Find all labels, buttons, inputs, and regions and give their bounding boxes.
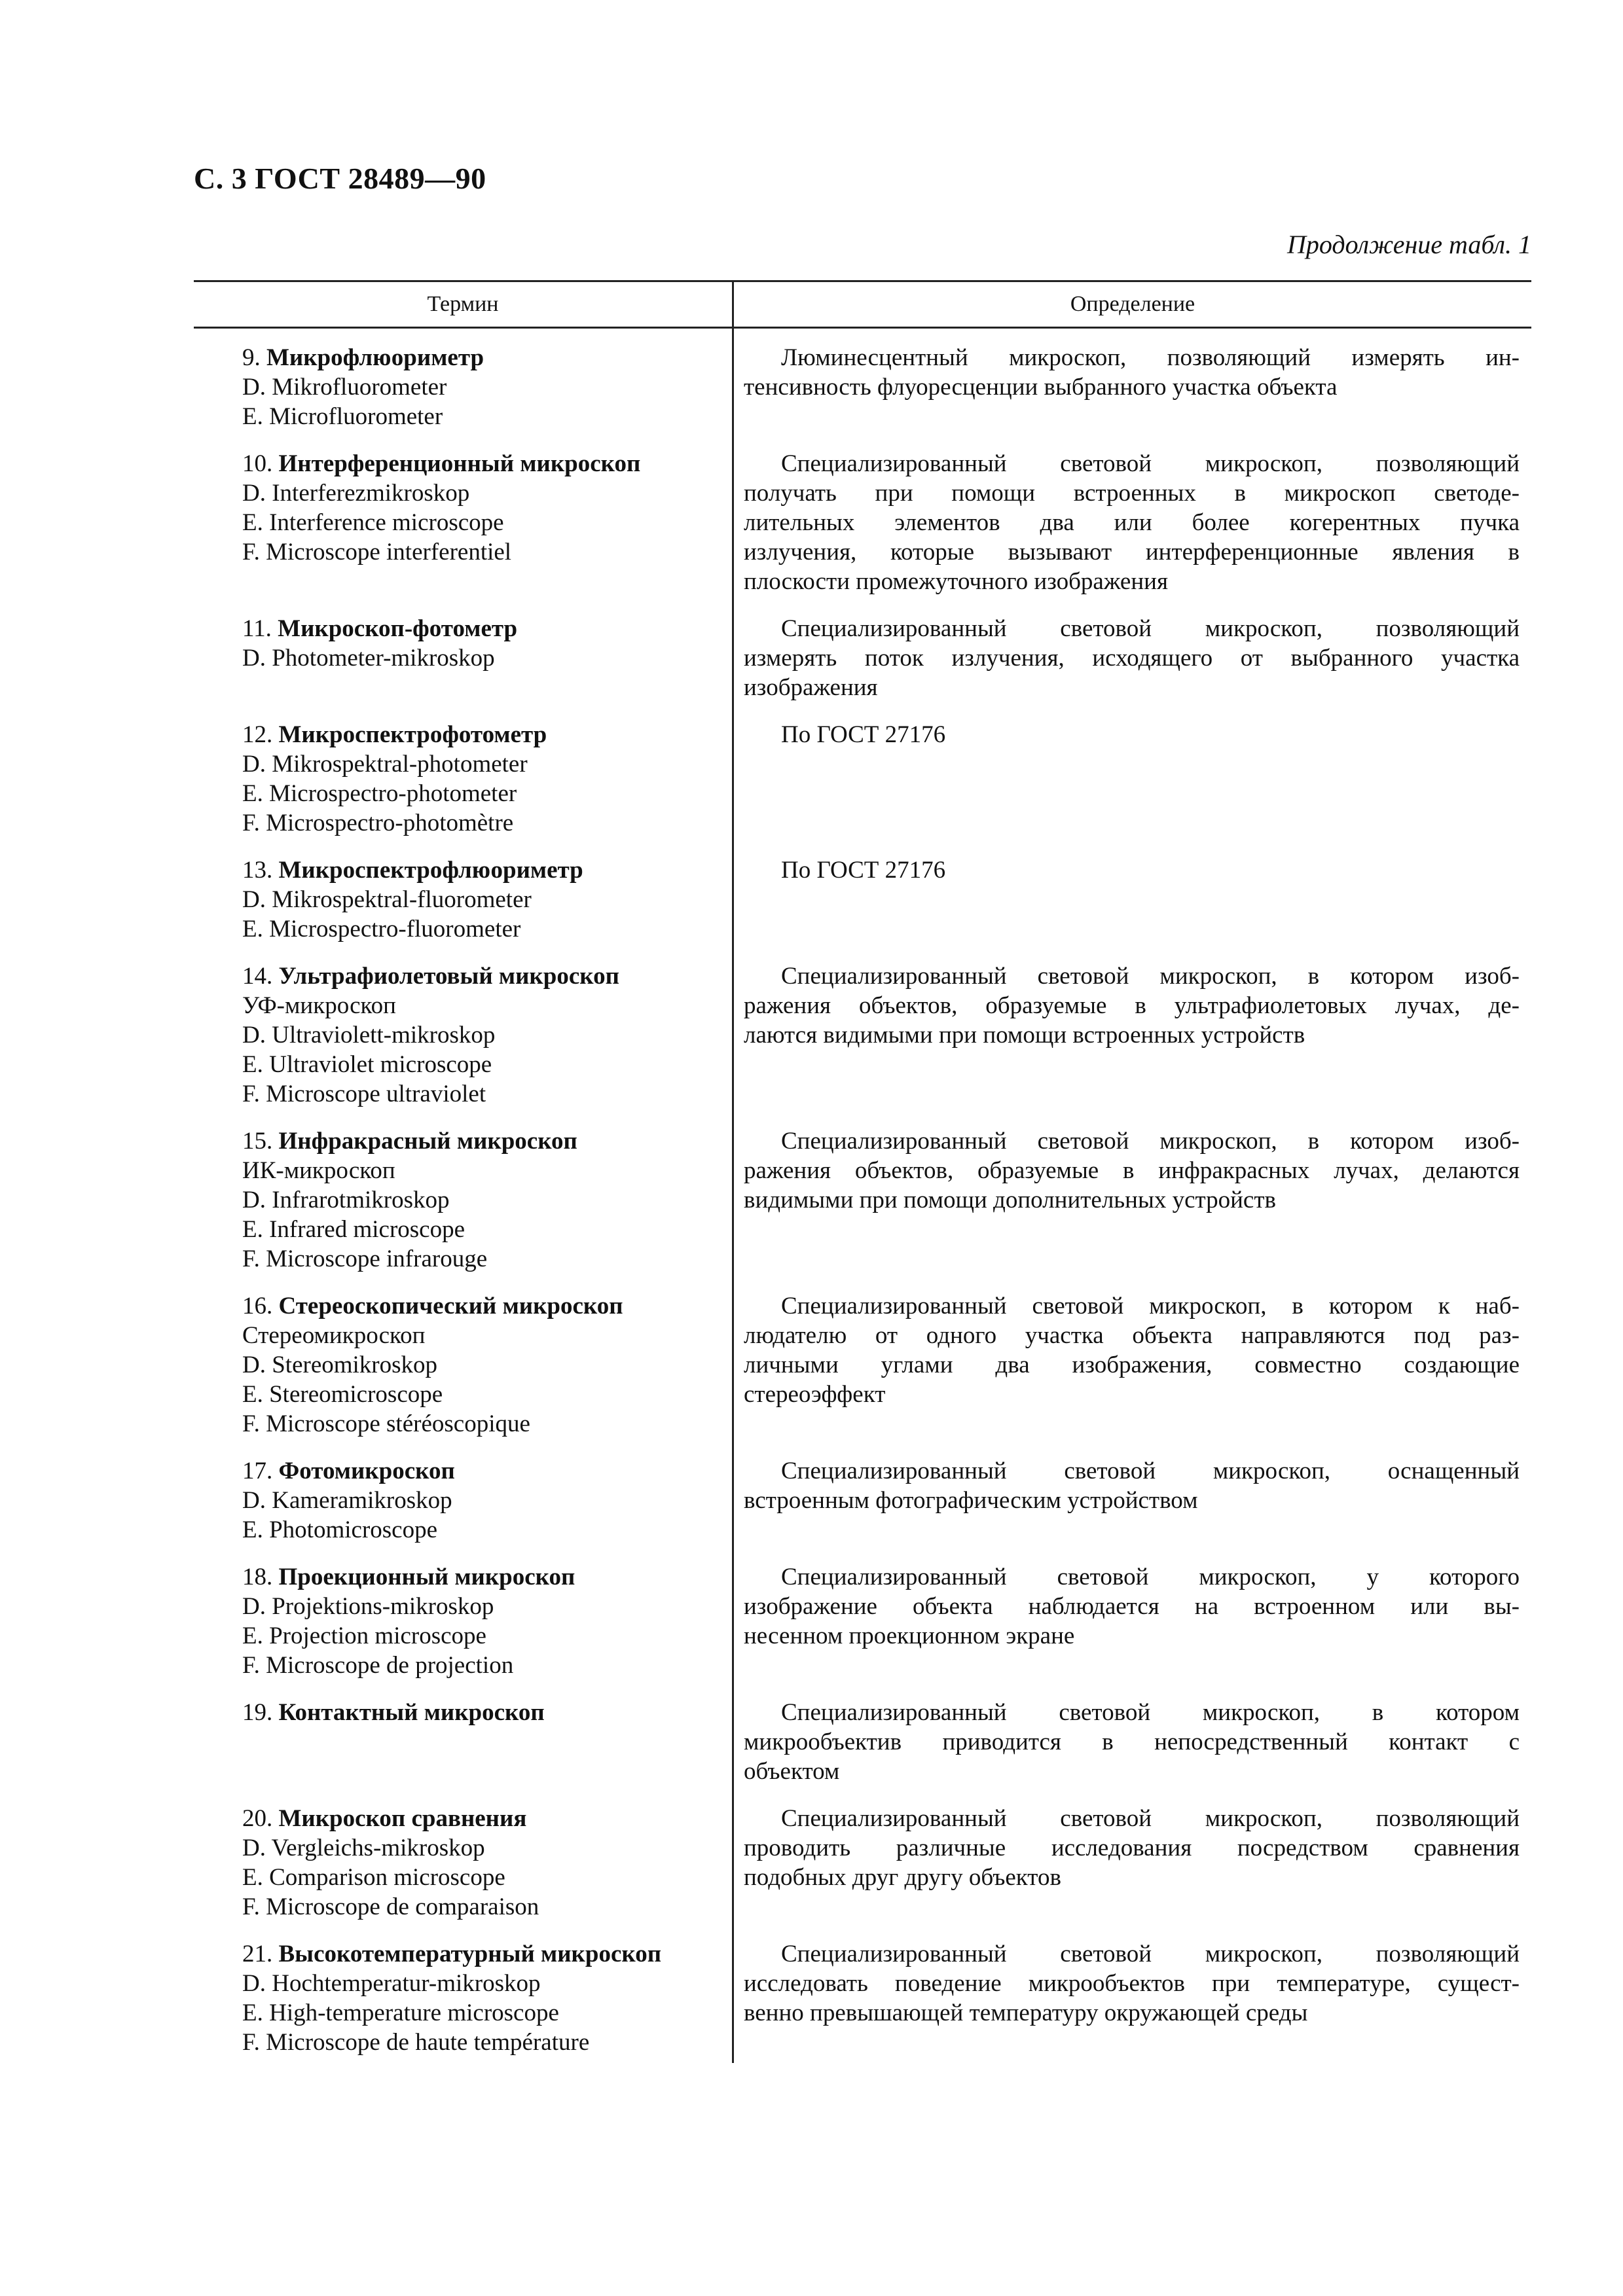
term-translation: D. Interferezmikroskop [242,480,470,507]
term-translation: D. Ultraviolett-mikroskop [242,1022,496,1049]
term-translation: F. Microscope infrarouge [242,1246,488,1272]
term-translation: F. Microscope interferentiel [242,539,512,565]
term-title [242,855,719,885]
definition-line: Люминесцентный микроскоп, позволяющий измерять ин- [781,344,1520,371]
term-cell [194,1939,732,2075]
definition-line: Специализированный световой микроскоп, в котором изоб- [781,1128,1520,1155]
definition-cell [732,720,1531,855]
term-number: 10. [242,450,273,477]
term-cell [194,720,732,855]
term-title [242,1291,719,1321]
term-translation: F. Microscope de haute température [242,2029,590,2056]
term-translation: D. Stereomikroskop [242,1352,438,1378]
table-row [194,720,1531,855]
term-translation: F. Microscope stéréoscopique [242,1410,530,1437]
definition-line: подобных друг другу объектов [744,1864,1061,1891]
term-cell [194,1804,732,1939]
term-translation: Стереомикроскоп [242,1322,426,1349]
definition-line: излучения, которые вызывают интерференционные явления в [744,539,1520,565]
term-title [242,1804,719,1833]
definition-cell [732,1291,1531,1456]
term-translation: D. Infrarotmikroskop [242,1187,450,1213]
definition-line: венно превышающей температуру окружающей среды [744,2000,1308,2026]
term-translation: F. Microscope de projection [242,1652,514,1679]
term-translation: F. Microscope de comparaison [242,1893,539,1920]
term-cell [194,614,732,720]
table-row [194,961,1531,1126]
term-title [242,449,719,478]
table-row [194,343,1531,449]
term-title [242,1698,719,1727]
term-number: 14. [242,963,273,990]
definition-line: объектом [744,1758,840,1785]
definition-cell [732,614,1531,720]
definition-line: Специализированный световой микроскоп, позволяющий [781,615,1520,642]
column-header-definition: Определение [1070,292,1195,316]
term-number: 9. [242,344,261,371]
term-title [242,720,719,749]
definition-line: стереоэффект [744,1381,886,1408]
definition-cell [732,1804,1531,1939]
definition-cell [732,1456,1531,1562]
table-row [194,614,1531,720]
term-number: 16. [242,1293,273,1319]
term-translation: E. Interference microscope [242,509,504,536]
term-name: Инфракрасный микроскоп [278,1128,577,1155]
definition-line: Специализированный световой микроскоп, в котором изоб- [781,963,1520,990]
definition-line: людателю от одного участка объекта направляются под раз- [744,1322,1520,1349]
term-number: 13. [242,857,273,884]
table-continuation-caption: Продолжение табл. 1 [1286,230,1531,259]
definition-line: несенном проекционном экране [744,1623,1075,1649]
term-name: Проекционный микроскоп [278,1564,575,1590]
term-translation: F. Microscope ultraviolet [242,1081,486,1107]
definition-line: Специализированный световой микроскоп, в котором [781,1699,1520,1726]
term-translation: E. High-temperature microscope [242,2000,559,2026]
term-translation: D. Hochtemperatur-mikroskop [242,1970,541,1997]
definition-cell [732,1126,1531,1291]
definition-line: плоскости промежуточного изображения [744,568,1168,595]
table-row [194,1562,1531,1698]
term-cell [194,449,732,614]
term-title [242,1562,719,1592]
term-number: 15. [242,1128,273,1155]
term-title [242,1456,719,1486]
term-cell [194,1126,732,1291]
definition-line: лительных элементов два или более когерентных пучка [744,509,1520,536]
term-name: Ультрафиолетовый микроскоп [278,963,619,990]
term-name: Микроскоп-фотометр [278,615,518,642]
definition-line: получать при помощи встроенных в микроскоп светоде- [744,480,1520,507]
terms-table [194,280,1531,2075]
term-translation: E. Microfluorometer [242,403,443,430]
term-translation: D. Mikrospektral-fluorometer [242,886,532,913]
term-translation: E. Microspectro-fluorometer [242,916,521,942]
definition-line: тенсивность флуоресценции выбранного участка объекта [744,374,1338,401]
term-translation: E. Microspectro-photometer [242,780,517,807]
term-translation: D. Photometer-mikroskop [242,645,495,672]
term-name: Микроспектрофотометр [278,721,547,748]
term-name: Микроскоп сравнения [278,1805,527,1832]
table-row [194,1291,1531,1456]
term-name: Микрофлюориметр [266,344,484,371]
term-cell [194,343,732,449]
term-title [242,1126,719,1156]
term-title [242,1939,719,1969]
definition-line: Специализированный световой микроскоп, оснащенный [781,1458,1520,1484]
table-row [194,855,1531,961]
term-number: 11. [242,615,272,642]
table-row [194,1939,1531,2075]
term-translation: УФ-микроскоп [242,992,396,1019]
definition-line: Специализированный световой микроскоп, в котором к наб- [781,1293,1520,1319]
definition-line: Специализированный световой микроскоп, позволяющий [781,450,1520,477]
term-cell [194,1698,732,1804]
definition-line: исследовать поведение микрообъектов при температуре, сущест- [744,1970,1520,1997]
definition-cell [732,855,1531,961]
definition-line: видимыми при помощи дополнительных устройств [744,1187,1276,1213]
definition-cell [732,1698,1531,1804]
definition-cell [732,961,1531,1126]
term-name: Микроспектрофлюориметр [278,857,583,884]
definition-line: изображения [744,674,878,701]
term-name: Стереоскопический микроскоп [278,1293,623,1319]
definition-cell [732,449,1531,614]
term-number: 12. [242,721,273,748]
term-number: 19. [242,1699,273,1726]
term-number: 21. [242,1941,273,1967]
definition-line: ражения объектов, образуемые в ультрафиолетовых лучах, де- [744,992,1520,1019]
definition-line: Специализированный световой микроскоп, у которого [781,1564,1520,1590]
term-title [242,343,719,372]
table-row [194,449,1531,614]
term-cell [194,1291,732,1456]
term-translation: D. Projektions-mikroskop [242,1593,494,1620]
definition-line: личными углами два изображения, совместно создающие [744,1352,1520,1378]
definition-line: Специализированный световой микроскоп, позволяющий [781,1805,1520,1832]
definition-cell [732,1939,1531,2075]
term-translation: D. Vergleichs-mikroskop [242,1835,485,1861]
term-translation: D. Mikrofluorometer [242,374,447,401]
term-translation: E. Stereomicroscope [242,1381,443,1408]
term-cell [194,855,732,961]
term-name: Контактный микроскоп [278,1699,545,1726]
definition-line: лаются видимыми при помощи встроенных устройств [744,1022,1305,1049]
definition-line: изображение объекта наблюдается на встроенном или вы- [744,1593,1520,1620]
definition-cell [732,343,1531,449]
term-cell [194,1562,732,1698]
term-translation: E. Comparison microscope [242,1864,505,1891]
table-body [194,329,1531,2075]
page-header: С. 3 ГОСТ 28489—90 [194,162,486,195]
term-translation: E. Infrared microscope [242,1216,465,1243]
term-translation: D. Kameramikroskop [242,1487,452,1514]
definition-line: измерять поток излучения, исходящего от выбранного участка [744,645,1520,672]
definition-line: По ГОСТ 27176 [781,721,946,748]
term-translation: E. Photomicroscope [242,1516,438,1543]
term-translation: D. Mikrospektral-photometer [242,751,528,778]
term-translation: E. Projection microscope [242,1623,486,1649]
term-title [242,961,719,991]
definition-line: встроенным фотографическим устройством [744,1487,1198,1514]
term-name: Интерференционный микроскоп [278,450,641,477]
term-number: 20. [242,1805,273,1832]
definition-line: Специализированный световой микроскоп, позволяющий [781,1941,1520,1967]
table-row [194,1698,1531,1804]
table-row [194,1126,1531,1291]
definition-line: проводить различные исследования посредством сравнения [744,1835,1520,1861]
term-cell [194,1456,732,1562]
term-translation: F. Microspectro-photomètre [242,810,514,836]
definition-line: По ГОСТ 27176 [781,857,946,884]
column-header-term: Термин [194,282,734,327]
definition-line: ражения объектов, образуемые в инфракрасных лучах, делаются [744,1157,1520,1184]
term-title [242,614,719,643]
term-translation: E. Ultraviolet microscope [242,1051,492,1078]
table-row [194,1804,1531,1939]
term-name: Фотомикроскоп [278,1458,455,1484]
definition-cell [732,1562,1531,1698]
term-number: 18. [242,1564,273,1590]
term-name: Высокотемпературный микроскоп [278,1941,662,1967]
table-header-row [194,282,1531,329]
table-row [194,1456,1531,1562]
definition-line: микрообъектив приводится в непосредственный контакт с [744,1729,1520,1755]
term-cell [194,961,732,1126]
term-number: 17. [242,1458,273,1484]
term-translation: ИК-микроскоп [242,1157,395,1184]
